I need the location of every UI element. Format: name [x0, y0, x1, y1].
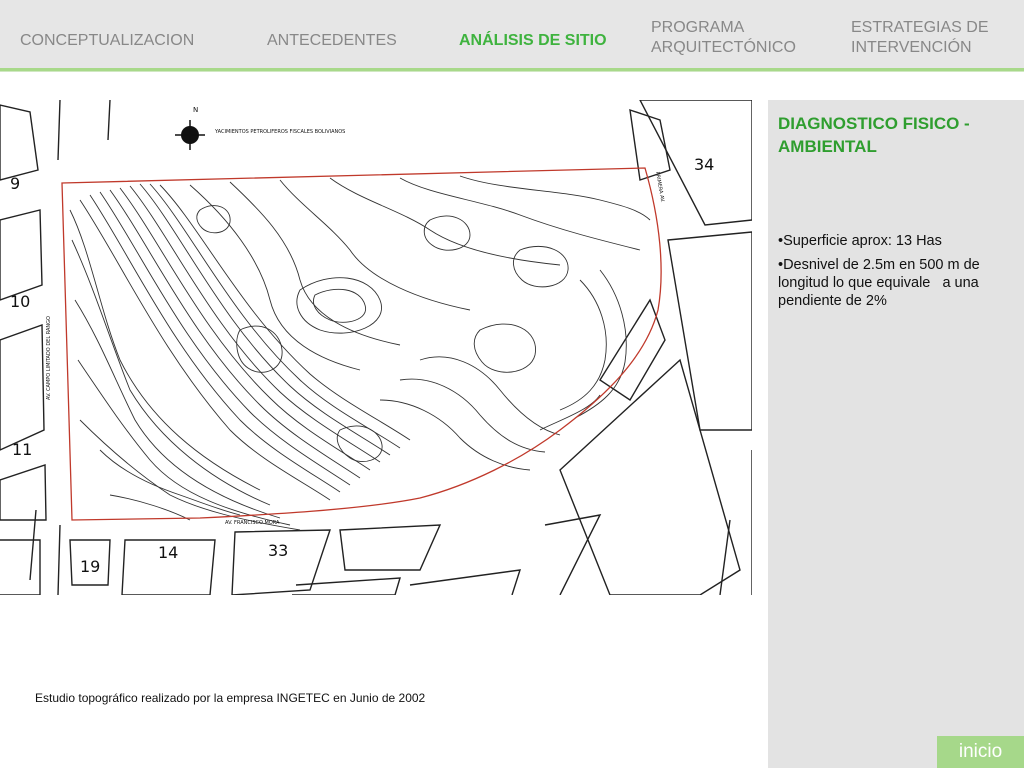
block-number: 34 — [694, 155, 715, 174]
block-number: 33 — [268, 541, 289, 560]
city-block — [0, 210, 42, 300]
tab-label-line1: PROGRAMA — [651, 19, 745, 36]
tab-conceptualizacion[interactable] — [20, 31, 194, 51]
north-arrow-icon — [175, 120, 205, 150]
block-number: 11 — [12, 440, 33, 459]
street-edge — [30, 510, 60, 595]
city-block — [0, 325, 44, 450]
inicio-button[interactable]: inicio — [937, 736, 1024, 768]
tab-label: ANTECEDENTES — [267, 32, 397, 49]
city-block — [0, 465, 46, 520]
topographic-map-drawing — [0, 100, 752, 595]
list-item: •Superficie aprox: 13 Has — [778, 233, 942, 249]
map-legend: YACIMIENTOS PETROLIFEROS FISCALES BOLIVIANOS — [215, 129, 346, 135]
city-block — [232, 530, 330, 595]
tab-estrategias-de-intervencion[interactable] — [851, 18, 989, 58]
tab-label: CONCEPTUALIZACION — [20, 32, 195, 49]
diagnostic-panel — [768, 100, 1024, 768]
city-block — [340, 525, 440, 570]
tab-programa-arquitectonico[interactable] — [651, 18, 796, 58]
tab-antecedentes[interactable] — [267, 31, 397, 51]
panel-title: DIAGNOSTICO FISICO - AMBIENTAL — [778, 114, 970, 156]
city-block — [600, 300, 665, 400]
tab-label-line1: ESTRATEGIAS DE — [851, 19, 989, 36]
city-block — [545, 515, 600, 595]
city-blocks — [0, 100, 752, 595]
street-left-label: AV. CAMPO LIMITADO DEL RANGO — [46, 316, 52, 400]
street-edge — [58, 100, 110, 160]
nav-divider-light — [0, 71, 1024, 72]
block-number: 10 — [10, 292, 31, 311]
map-caption: Estudio topográfico realizado por la empresa INGETEC en Junio de 2002 — [35, 691, 426, 705]
list-item: •Desnivel de 2.5m en 500 m de longitud lo que equivale a una pendiente de 2% — [778, 257, 984, 309]
city-block — [410, 570, 520, 595]
topographic-map — [0, 100, 752, 595]
tab-analisis-de-sitio[interactable] — [459, 31, 607, 51]
tab-label: ANÁLISIS DE SITIO — [459, 32, 607, 49]
city-block — [0, 540, 40, 595]
city-block — [292, 578, 400, 595]
city-block — [560, 360, 740, 595]
city-block — [668, 232, 752, 430]
site-boundary — [62, 168, 661, 520]
north-label: N — [193, 106, 199, 114]
city-block — [0, 105, 38, 180]
block-number: 9 — [10, 174, 21, 193]
block-number: 14 — [158, 543, 179, 562]
tab-label-line2: ARQUITECTÓNICO — [651, 39, 796, 56]
block-number: 19 — [80, 557, 101, 576]
bullet-list — [778, 232, 1014, 316]
street-bottom-label: AV. FRANCISCO MORA — [225, 520, 280, 526]
top-navigation — [0, 0, 1024, 68]
tab-label-line2: INTERVENCIÓN — [851, 39, 972, 56]
street-right-label: PRIMERA AV. — [654, 171, 666, 204]
